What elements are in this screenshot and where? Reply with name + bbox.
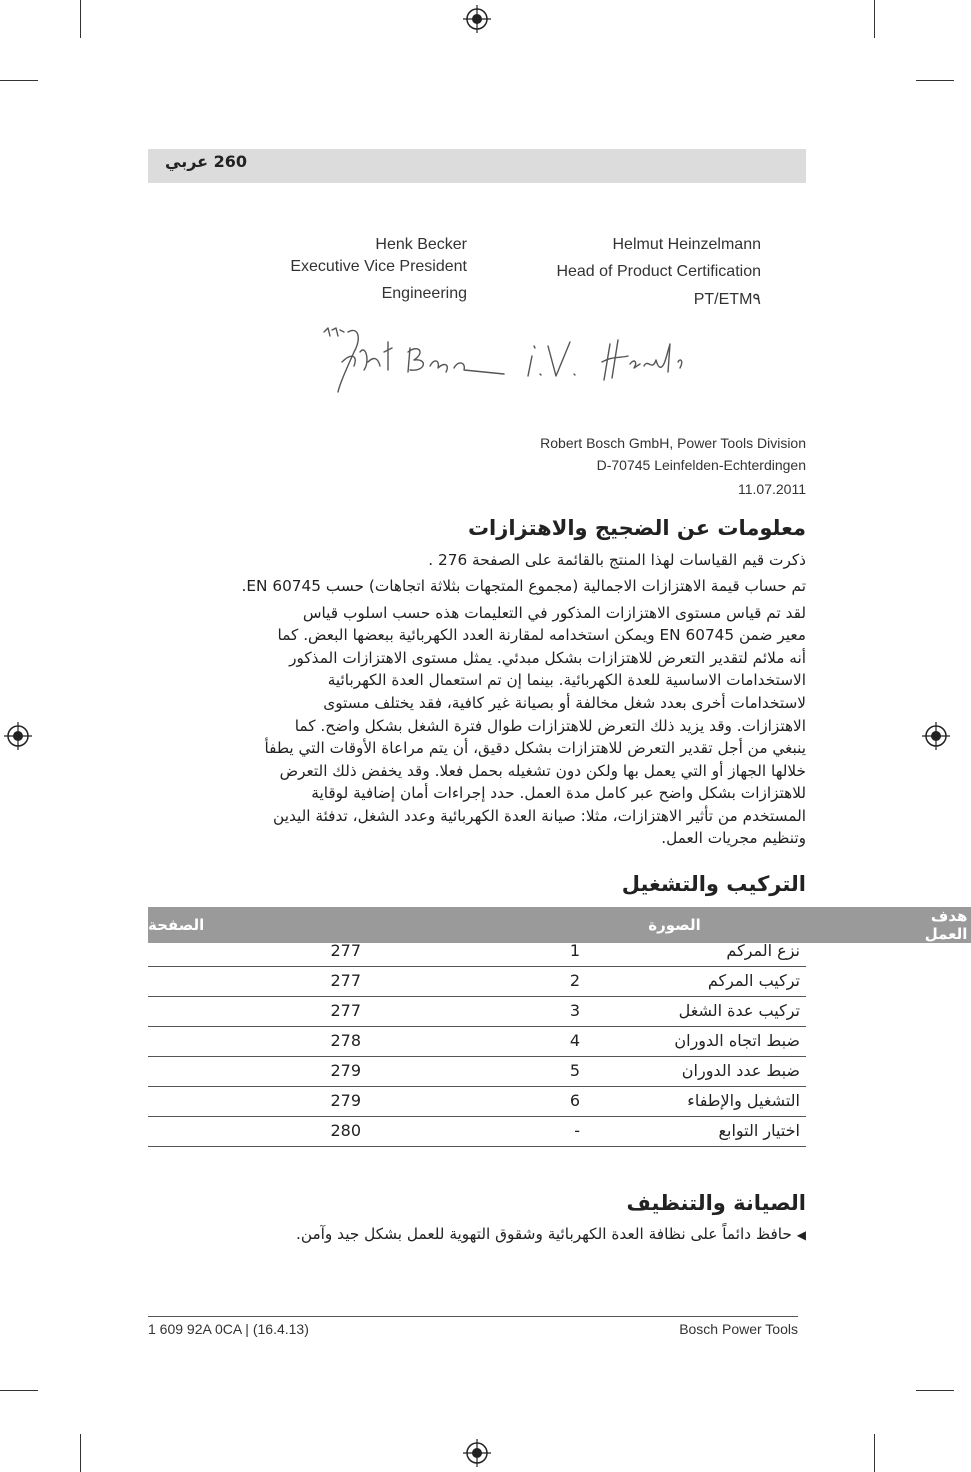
table-row (148, 1087, 806, 1117)
crop-mark (916, 80, 954, 81)
row-page: 278 (330, 1031, 361, 1050)
noise-paragraph-line: أنه ملائم لتقدير التعرض للاهتزازات بشكل مبدئي. يمثل مستوى الاهتزازات المذكور (289, 649, 806, 667)
registration-mark-icon (463, 1439, 491, 1467)
column-header-goal: هدف العمل (925, 907, 971, 943)
noise-paragraph-line: تم حساب قيمة الاهتزازات الاجمالية (مجموع المتجهات بثلاثة اتجاهات) حسب EN 60745. (241, 577, 806, 595)
table-row (148, 1057, 806, 1087)
footer-rule (148, 1316, 798, 1317)
crop-mark (916, 1390, 954, 1391)
row-figure: 5 (569, 1061, 580, 1080)
row-figure: 2 (569, 971, 580, 990)
maintenance-bullet (296, 1223, 806, 1246)
signatory-right-name: Helmut Heinzelmann (612, 236, 761, 253)
noise-paragraph-line: لقد تم قياس مستوى الاهتزازات المذكور في التعليمات هذه حسب اسلوب قياس (302, 604, 806, 622)
row-goal: اختيار التوابع (718, 1121, 800, 1140)
noise-paragraph-line: وتنظيم مجريات العمل. (661, 829, 806, 847)
registration-mark-icon (463, 5, 491, 33)
noise-paragraph-line: ينبغي من أجل تقدير التعرض للاهتزازات بشكل دقيق، أن يتم مراعاة الأوقات التي يطفأ (264, 739, 806, 757)
row-figure: 6 (569, 1091, 580, 1110)
row-page: 277 (330, 1001, 361, 1020)
signatory-left-title: Executive Vice President (290, 258, 467, 275)
row-figure: 1 (569, 941, 580, 960)
row-page: 277 (330, 971, 361, 990)
registration-mark-icon (4, 722, 32, 750)
declaration-date: 11.07.2011 (738, 481, 806, 497)
row-figure: 4 (569, 1031, 580, 1050)
registration-mark-icon (922, 722, 950, 750)
table-row (148, 997, 806, 1027)
footer-doc-number: 1 609 92A 0CA | (16.4.13) (148, 1321, 309, 1337)
maintenance-bullet-text: حافظ دائماً على نظافة العدة الكهربائية وشقوق التهوية للعمل بشكل جيد وآمن. (295, 1225, 792, 1243)
row-goal: تركيب عدة الشغل (678, 1001, 800, 1020)
row-goal: التشغيل والإطفاء (687, 1091, 800, 1110)
signatory-left-name: Henk Becker (375, 236, 467, 253)
noise-paragraph-line: لاستخدامات أخرى بعدد شغل مخالفة أو بصيانة غير كافية، فقد يختلف مستوى (323, 694, 806, 712)
column-header-page: الصفحة (148, 907, 648, 943)
maintenance-section-heading: الصيانة والتنظيف (626, 1191, 806, 1215)
noise-paragraph-line: الاهتزازات. وقد يزيد ذلك التعرض للاهتزازات طوال فترة الشغل بشكل واضح. كما (294, 717, 806, 735)
table-row (148, 1027, 806, 1057)
operations-table-body (148, 937, 806, 1147)
crop-mark (80, 1434, 81, 1472)
noise-paragraph-line: ذكرت قيم القياسات لهذا المنتج بالقائمة على الصفحة 276 . (428, 551, 806, 569)
noise-paragraph-line: المستخدم من تأثير الاهتزازات، مثلا: صيانة العدة الكهربائية وعدد الشغل، تدفئة اليدين (273, 807, 806, 825)
crop-mark (0, 80, 38, 81)
table-row (148, 967, 806, 997)
company-name: Robert Bosch GmbH, Power Tools Division (540, 435, 806, 451)
noise-paragraph-line: الاستخدامات الاساسية للعدة الكهربائية. بينما إن تم استعمال العدة الكهربائية (327, 671, 806, 689)
row-goal: تركيب المركم (707, 971, 800, 990)
page-number-label: 260 عربي (165, 152, 248, 171)
table-row (148, 1117, 806, 1147)
bullet-arrow-icon: ◀ (796, 1228, 806, 1242)
row-page: 279 (330, 1091, 361, 1110)
footer-brand: Bosch Power Tools (679, 1321, 798, 1337)
row-goal: نزع المركم (726, 941, 800, 960)
row-figure: 3 (569, 1001, 580, 1020)
signatory-left-department: Engineering (381, 285, 467, 302)
row-page: 280 (330, 1121, 361, 1140)
row-goal: ضبط عدد الدوران (681, 1061, 800, 1080)
table-row (148, 937, 806, 967)
noise-paragraph-line: للاهتزازات بشكل واضح عبر كامل مدة العمل. حدد إجراءات أمان إضافية لوقاية (311, 784, 806, 802)
noise-paragraph-line: معير ضمن EN 60745 ويمكن استخدامه لمقارنة العدد الكهربائية ببعضها البعض. كما (277, 626, 806, 644)
column-header-figure: الصورة (648, 907, 924, 943)
handwritten-signatures (318, 322, 690, 398)
row-figure: - (574, 1121, 580, 1140)
noise-paragraph-line: خلالها الجهاز أو التي يعمل بها ولكن دون تشغيله بحمل فعلا. وقد يخفض ذلك التعرض (279, 762, 806, 780)
assembly-section-heading: التركيب والتشغيل (621, 872, 806, 896)
signatory-right-title: Head of Product Certification (556, 263, 761, 280)
noise-section-heading: معلومات عن الضجيج والاهتزازات (467, 516, 806, 540)
company-address: D-70745 Leinfelden-Echterdingen (596, 457, 806, 473)
row-goal: ضبط اتجاه الدوران (674, 1031, 800, 1050)
crop-mark (80, 0, 81, 38)
crop-mark (0, 1390, 38, 1391)
crop-mark (874, 0, 875, 38)
signatory-right-department: PT/ETM٩ (693, 291, 761, 308)
row-page: 279 (330, 1061, 361, 1080)
row-page: 277 (330, 941, 361, 960)
crop-mark (874, 1434, 875, 1472)
